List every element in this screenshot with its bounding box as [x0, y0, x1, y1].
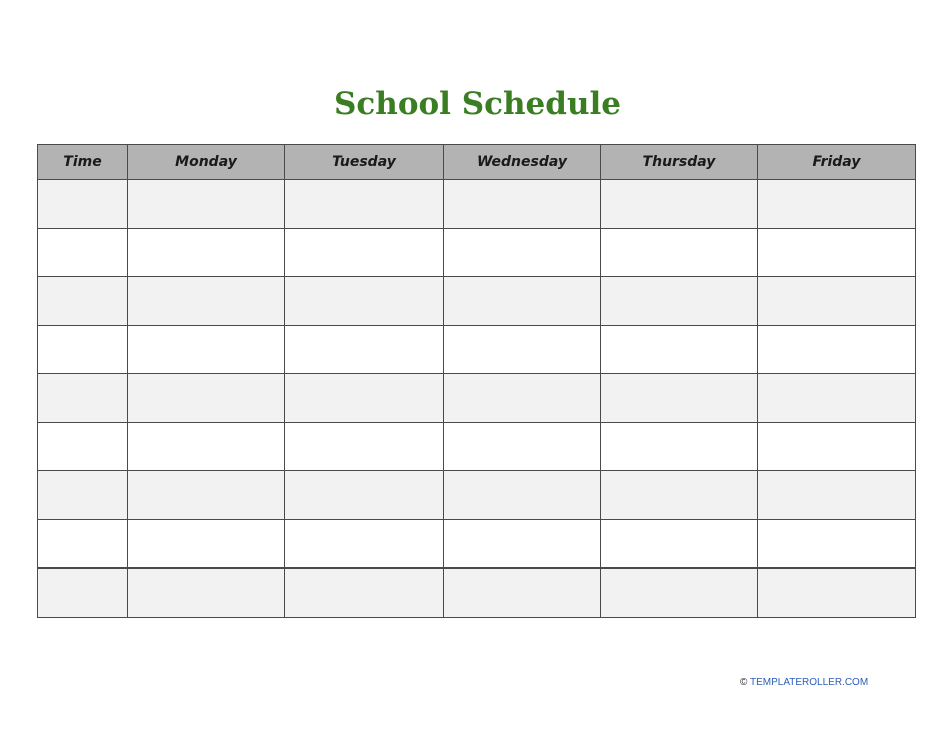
cell-friday[interactable]	[758, 374, 916, 423]
cell-friday[interactable]	[758, 325, 916, 374]
cell-time[interactable]	[38, 374, 128, 423]
cell-wednesday[interactable]	[444, 519, 601, 568]
cell-wednesday[interactable]	[444, 568, 601, 617]
cell-wednesday[interactable]	[444, 180, 601, 229]
column-header-time: Time	[38, 145, 128, 180]
cell-time[interactable]	[38, 228, 128, 277]
schedule-table	[37, 144, 916, 618]
cell-wednesday[interactable]	[444, 325, 601, 374]
cell-thursday[interactable]	[601, 471, 758, 520]
cell-monday[interactable]	[128, 519, 285, 568]
cell-monday[interactable]	[128, 471, 285, 520]
cell-friday[interactable]	[758, 277, 916, 326]
cell-friday[interactable]	[758, 568, 916, 617]
cell-wednesday[interactable]	[444, 228, 601, 277]
cell-tuesday[interactable]	[285, 325, 444, 374]
cell-thursday[interactable]	[601, 568, 758, 617]
cell-thursday[interactable]	[601, 277, 758, 326]
cell-thursday[interactable]	[601, 374, 758, 423]
templateroller-link[interactable]: TEMPLATEROLLER.COM	[749, 677, 869, 688]
cell-tuesday[interactable]	[285, 374, 444, 423]
cell-time[interactable]	[38, 325, 128, 374]
cell-time[interactable]	[38, 471, 128, 520]
schedule-body	[38, 180, 916, 618]
table-row	[38, 228, 916, 277]
column-header-friday: Friday	[758, 145, 916, 180]
cell-time[interactable]	[38, 422, 128, 471]
cell-friday[interactable]	[758, 180, 916, 229]
cell-friday[interactable]	[758, 471, 916, 520]
cell-friday[interactable]	[758, 519, 916, 568]
header-row	[38, 145, 916, 180]
table-row	[38, 422, 916, 471]
cell-friday[interactable]	[758, 422, 916, 471]
copyright-symbol: ©	[740, 677, 748, 688]
cell-tuesday[interactable]	[285, 277, 444, 326]
table-row	[38, 471, 916, 520]
cell-monday[interactable]	[128, 277, 285, 326]
table-row	[38, 325, 916, 374]
cell-wednesday[interactable]	[444, 277, 601, 326]
cell-tuesday[interactable]	[285, 471, 444, 520]
cell-monday[interactable]	[128, 422, 285, 471]
copyright-footer	[740, 677, 868, 688]
table-row	[38, 568, 916, 617]
table-row	[38, 374, 916, 423]
cell-tuesday[interactable]	[285, 228, 444, 277]
cell-monday[interactable]	[128, 180, 285, 229]
table-row	[38, 180, 916, 229]
cell-monday[interactable]	[128, 374, 285, 423]
cell-time[interactable]	[38, 568, 128, 617]
cell-tuesday[interactable]	[285, 422, 444, 471]
cell-thursday[interactable]	[601, 228, 758, 277]
page-title: School Schedule	[334, 86, 621, 122]
cell-monday[interactable]	[128, 325, 285, 374]
column-header-thursday: Thursday	[601, 145, 758, 180]
cell-tuesday[interactable]	[285, 180, 444, 229]
cell-time[interactable]	[38, 180, 128, 229]
cell-friday[interactable]	[758, 228, 916, 277]
cell-wednesday[interactable]	[444, 471, 601, 520]
table-row	[38, 519, 916, 568]
cell-tuesday[interactable]	[285, 519, 444, 568]
cell-wednesday[interactable]	[444, 422, 601, 471]
cell-thursday[interactable]	[601, 519, 758, 568]
cell-thursday[interactable]	[601, 180, 758, 229]
cell-thursday[interactable]	[601, 325, 758, 374]
cell-wednesday[interactable]	[444, 374, 601, 423]
cell-tuesday[interactable]	[285, 568, 444, 617]
cell-monday[interactable]	[128, 568, 285, 617]
cell-time[interactable]	[38, 277, 128, 326]
cell-monday[interactable]	[128, 228, 285, 277]
column-header-monday: Monday	[128, 145, 285, 180]
cell-time[interactable]	[38, 519, 128, 568]
cell-thursday[interactable]	[601, 422, 758, 471]
column-header-wednesday: Wednesday	[444, 145, 601, 180]
table-row	[38, 277, 916, 326]
column-header-tuesday: Tuesday	[285, 145, 444, 180]
